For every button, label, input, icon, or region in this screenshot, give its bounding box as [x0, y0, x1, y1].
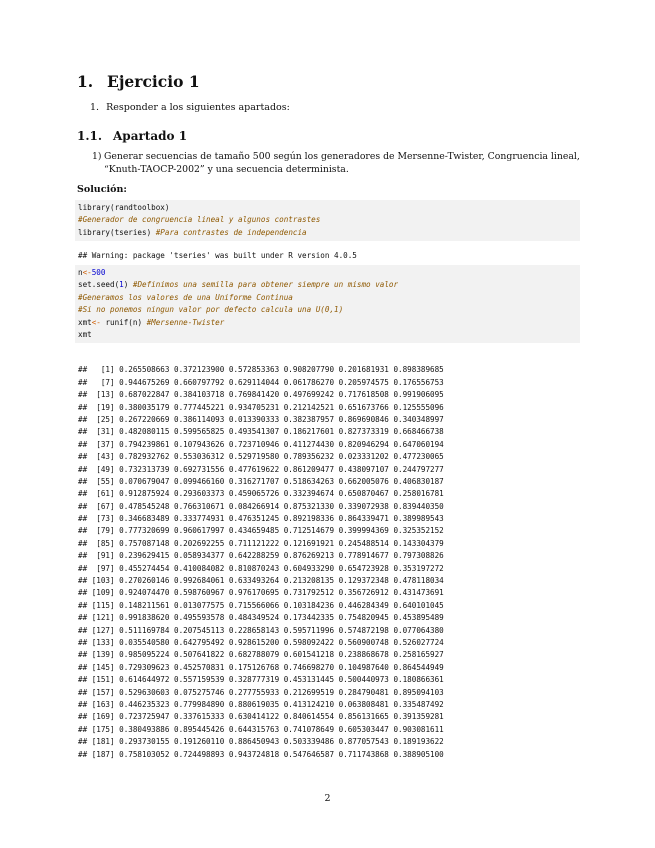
output-row: ## [145] 0.729309623 0.452570831 0.175126768 0.746698270 0.104987640 0.864544949: [78, 662, 444, 672]
output-row: ## [73] 0.346683489 0.333774931 0.476351245 0.892198336 0.864339471 0.389989543: [78, 514, 444, 524]
output-row: ## [157] 0.529630603 0.075275746 0.277755933 0.212699519 0.284790481 0.895094103: [78, 687, 444, 697]
code-comment: #Para contrastes de independencia: [155, 227, 307, 237]
subsection-number: 1.1.: [77, 129, 103, 143]
output-row: ## [139] 0.985095224 0.507641822 0.682788079 0.601541218 0.238868678 0.258165927: [78, 650, 444, 660]
code-var: n: [78, 268, 83, 277]
output-row: ## [1] 0.265508663 0.372123900 0.572853363 0.908207790 0.201681931 0.898389685: [78, 365, 444, 375]
output-row: ## [109] 0.924074470 0.598760967 0.976170695 0.731792512 0.356726912 0.431473691: [78, 588, 444, 598]
r-output: [78, 352, 444, 761]
code-comment: #Definimos una semilla para obtener siempre un mismo valor: [132, 280, 399, 290]
output-row: ## [151] 0.614644972 0.557159539 0.328777319 0.453131445 0.500440973 0.180866361: [78, 675, 444, 685]
output-row: ## [97] 0.455274454 0.410084082 0.810870243 0.604933290 0.654723928 0.353197272: [78, 563, 444, 573]
code-text: library(tseries): [78, 227, 156, 237]
subsection-heading: [77, 129, 187, 143]
code-comment: #Generador de congruencia lineal y algunos contrastes: [78, 215, 321, 225]
code-comment: #Mersenne-Twister: [146, 317, 225, 327]
output-row: ## [181] 0.293730155 0.191260110 0.886450943 0.503339486 0.877057543 0.189193622: [78, 737, 444, 747]
code-number: 1: [119, 280, 124, 290]
output-row: ## [91] 0.239629415 0.058934377 0.642288259 0.876269213 0.778914677 0.797308826: [78, 551, 444, 561]
code-operator: <-: [82, 268, 92, 277]
output-row: ## [163] 0.446235323 0.779984890 0.880619035 0.413124210 0.063808481 0.335487492: [78, 699, 444, 709]
list-item-text: Generar secuencias de tamaño 500 según los generadores de Mersenne-Twister, Congruencia lineal, “Knuth-TAOCP-2002” y una secuencia determinista.: [104, 151, 580, 175]
code-line: [78, 279, 577, 291]
section-heading: [77, 72, 200, 91]
code-block-1: [75, 200, 580, 241]
code-text: runif(n): [100, 317, 147, 327]
output-row: ## [7] 0.944675269 0.660797792 0.629114044 0.061786270 0.205974575 0.176556753: [78, 377, 444, 387]
output-row: ## [127] 0.511169784 0.207545113 0.228658143 0.595711996 0.574872198 0.077064380: [78, 625, 444, 635]
output-row: ## [61] 0.912875924 0.293603373 0.459065726 0.332394674 0.650870467 0.258016781: [78, 489, 444, 499]
list-item-label: 1): [92, 151, 102, 162]
output-row: ## [67] 0.478545248 0.766310671 0.084266914 0.875321330 0.339072938 0.839440350: [78, 501, 444, 511]
code-line: library(randtoolbox): [78, 203, 170, 212]
output-row: ## [103] 0.270260146 0.992684061 0.633493264 0.213208135 0.129372348 0.478118034: [78, 576, 444, 586]
code-comment: #Si no ponemos ningun valor por defecto calcula una U(0,1): [78, 305, 344, 315]
output-row: ## [19] 0.380035179 0.777445221 0.934705231 0.212142521 0.651673766 0.125555096: [78, 402, 444, 412]
output-row: ## [25] 0.267220669 0.386114093 0.013390333 0.382387957 0.869690846 0.340348997: [78, 414, 444, 424]
list-item: [90, 102, 290, 113]
output-row: ## [133] 0.035540580 0.642795492 0.928615200 0.598092422 0.560900748 0.526027724: [78, 638, 444, 647]
output-row: ## [55] 0.070679047 0.099466160 0.316271707 0.518634263 0.662005076 0.406830187: [78, 476, 444, 486]
code-number: 500: [91, 268, 106, 277]
output-row: ## [43] 0.782932762 0.553036312 0.529719580 0.789356232 0.023331202 0.477230065: [78, 452, 444, 462]
code-line: [78, 227, 577, 239]
output-row: ## [31] 0.482080115 0.599565825 0.493541307 0.186217601 0.827373319 0.668466738: [78, 427, 444, 437]
output-row: ## [175] 0.380493886 0.895445426 0.644315763 0.741078649 0.605303447 0.903081611: [78, 724, 444, 734]
section-number: 1.: [77, 72, 94, 91]
solution-label: Solución:: [77, 184, 127, 195]
list-item-label: 1.: [90, 102, 100, 113]
output-row: ## [169] 0.723725947 0.337615333 0.630414122 0.840614554 0.856131665 0.391359281: [78, 712, 444, 722]
page-number: 2: [324, 793, 331, 804]
code-comment: #Generamos los valores de una Uniforme Continua: [78, 292, 293, 302]
output-row: ## [121] 0.991838620 0.495593578 0.484349524 0.173442335 0.754820945 0.453895489: [78, 613, 444, 623]
output-row: ## [79] 0.777320699 0.960617997 0.434659485 0.712514679 0.399994369 0.325352152: [78, 526, 444, 536]
code-var: xmt: [78, 317, 92, 327]
output-row: ## [37] 0.794239861 0.107943626 0.723710946 0.411274430 0.820946294 0.647060194: [78, 439, 444, 449]
code-operator: <-: [91, 317, 101, 327]
output-row: ## [187] 0.758103052 0.724498893 0.943724818 0.547646587 0.711743868 0.388905100: [78, 749, 444, 759]
output-row: ## [49] 0.732313739 0.692731556 0.477619622 0.861209477 0.438097107 0.244797277: [78, 464, 444, 474]
list-item-text: Responder a los siguientes apartados:: [106, 102, 290, 113]
section-title: Ejercicio 1: [107, 72, 200, 91]
code-block-2: [75, 265, 580, 343]
code-text: ): [123, 280, 133, 290]
list-item: [92, 150, 582, 176]
output-row: ## [85] 0.757087148 0.202692255 0.711121222 0.121691921 0.245488514 0.143304379: [78, 538, 444, 548]
warning-output: ## Warning: package 'tseries' was built under R version 4.0.5: [78, 251, 357, 260]
subsection-title: Apartado 1: [113, 129, 188, 143]
code-text: set.seed(: [78, 280, 120, 290]
code-line: [78, 317, 577, 329]
code-line: xmt: [78, 330, 92, 340]
output-row: ## [115] 0.148211561 0.013077575 0.715566066 0.103184236 0.446284349 0.640101045: [78, 600, 444, 610]
code-line: [78, 267, 577, 279]
output-row: ## [13] 0.687022847 0.384103718 0.769841420 0.497699242 0.717618508 0.991906095: [78, 390, 444, 400]
